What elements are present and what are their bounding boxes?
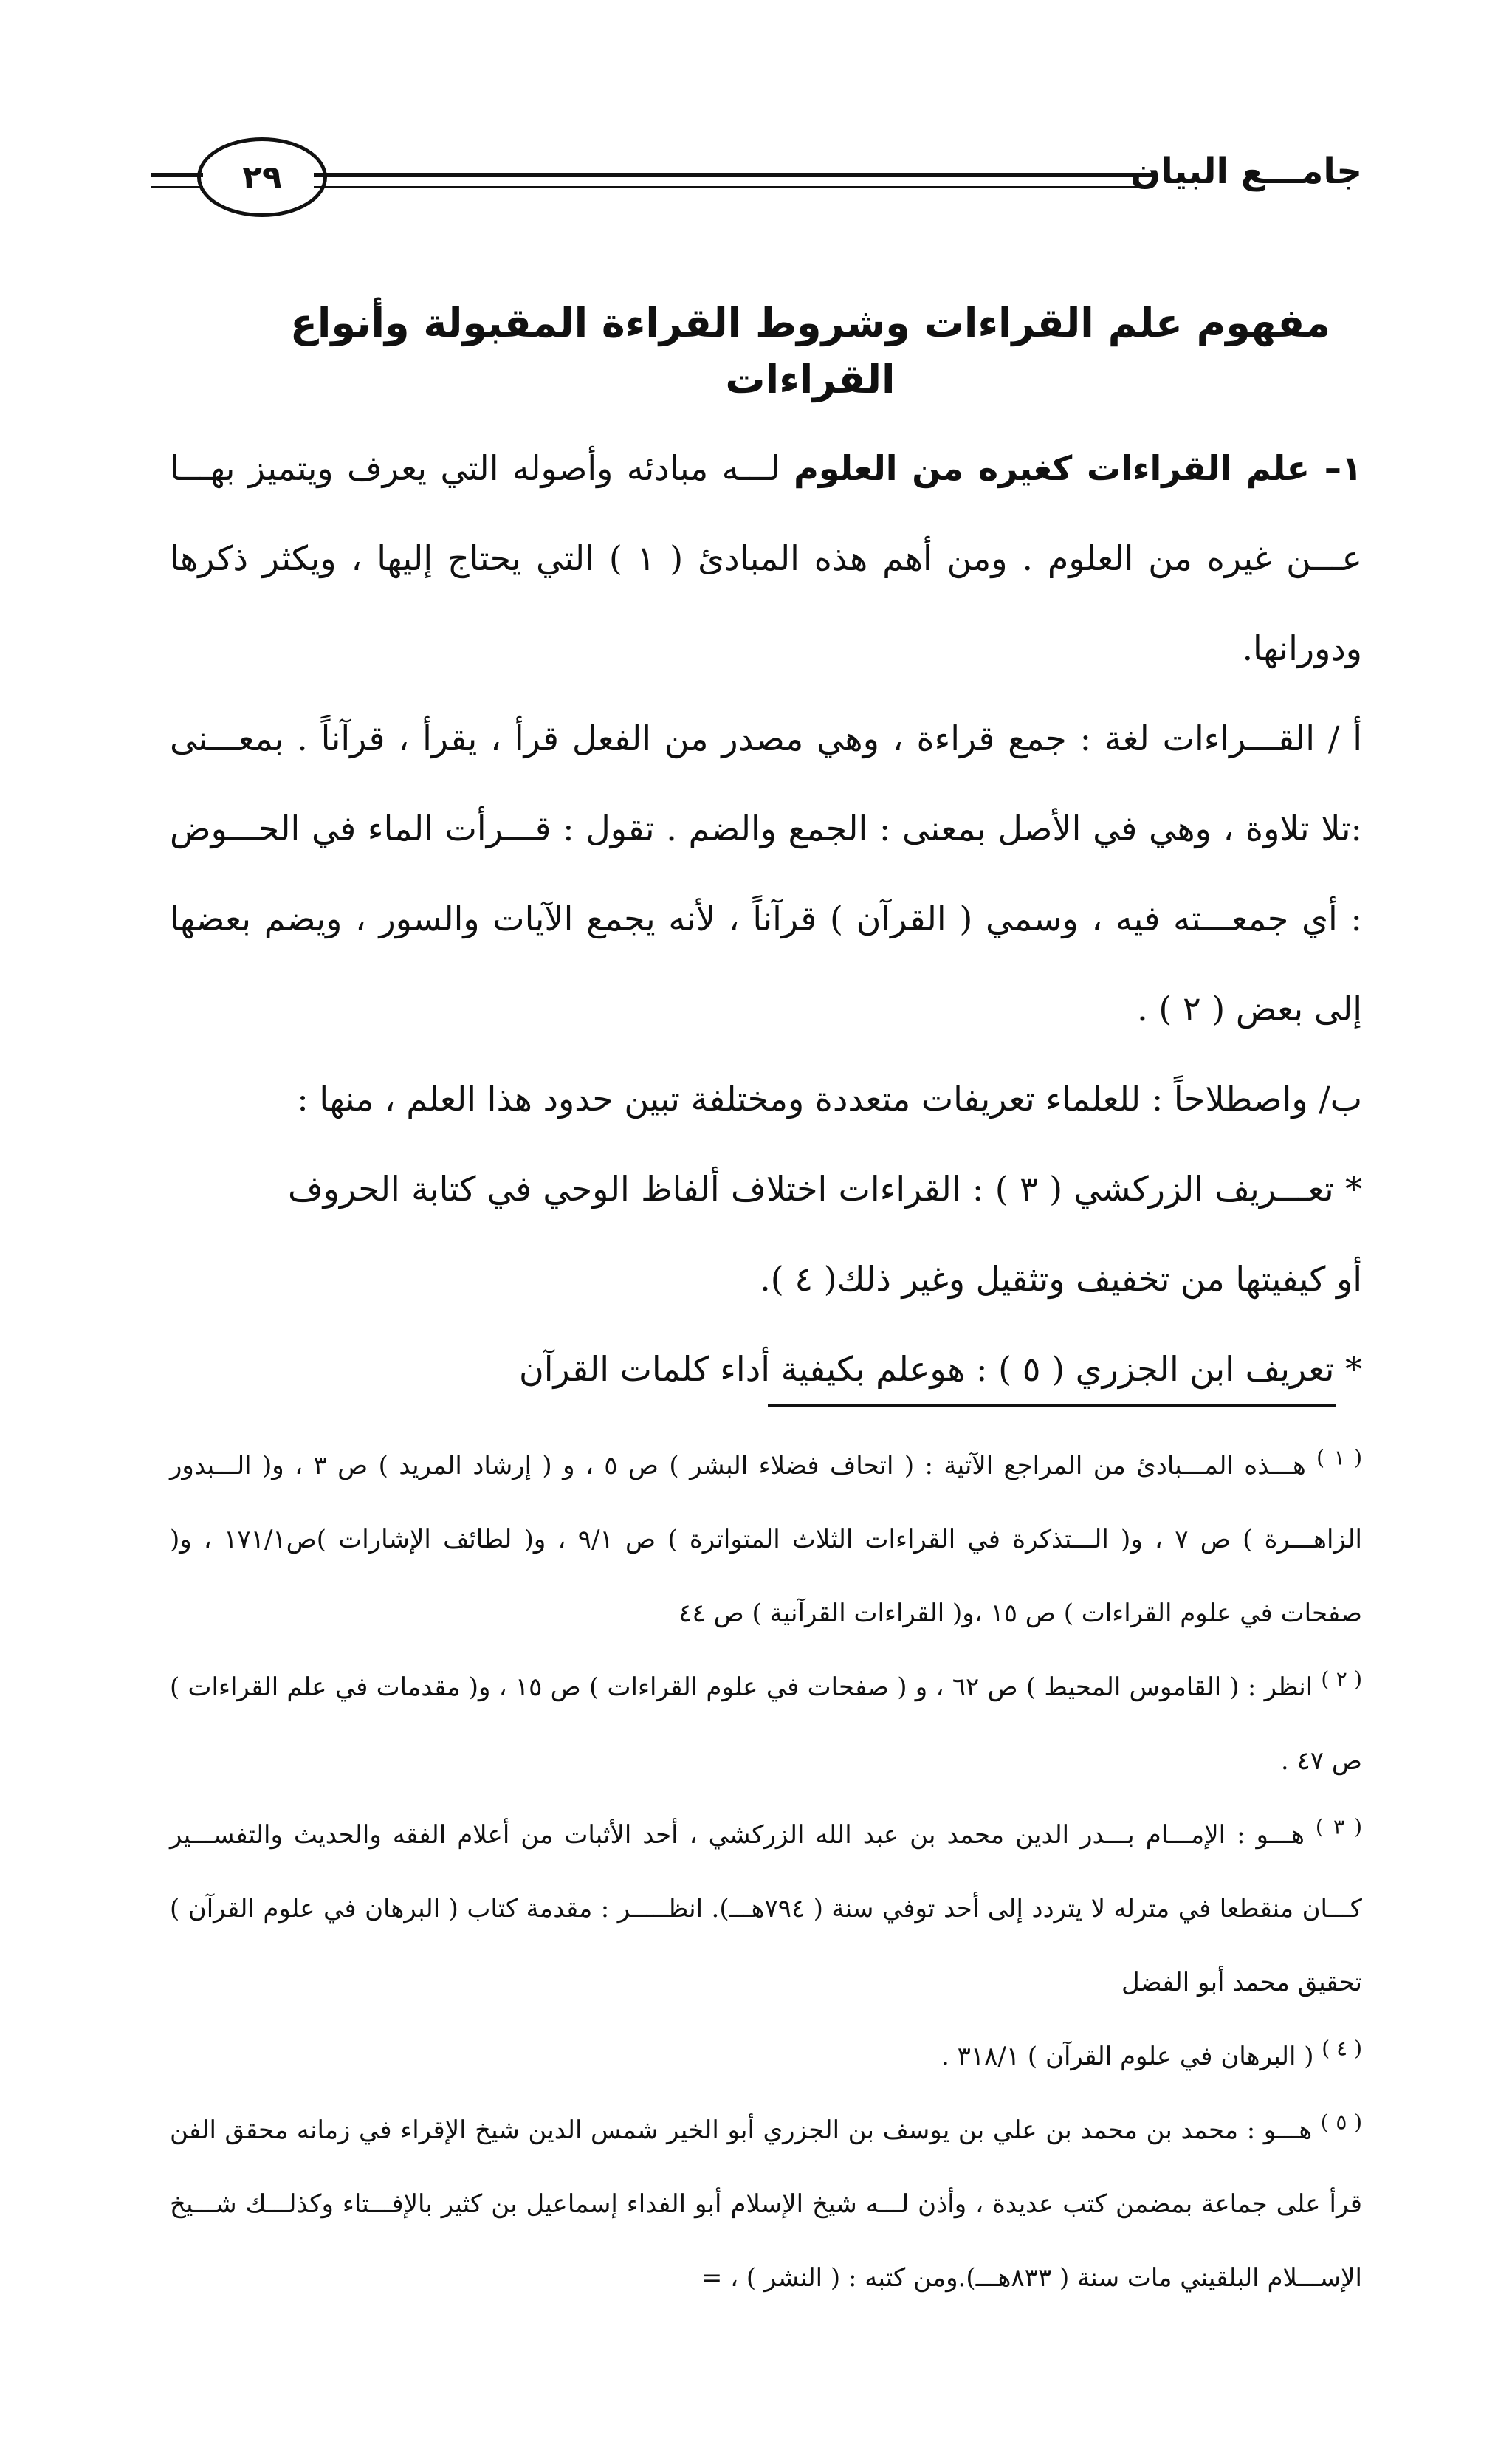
footnote-text: انظر : ( القاموس المحيط ) ص ٦٢ ، و ( صفحات في علوم القراءات ) ص ١٥ ، و( مقدمات في علم القراءات ) ص ٤٧ . bbox=[170, 1672, 1362, 1776]
section-title: مفهوم علم القراءات وشروط القراءة المقبولة وأنواع القراءات bbox=[289, 300, 1331, 402]
footnote-text: هـــو : محمد بن محمد بن علي بن يوسف بن الجزري أبو الخير شمس الدين شيخ الإقراء في زمانه محقق الفن قرأ على جماعة بمضمن كتب عديدة ، وأذن لـــه شيخ الإسلام أبو الفداء إسماعيل بن كثير بالإفـــتاء وكذلـــك شـــيخ الإســـلام البلقيني مات سنة ( ٨٣٣هـــ).ومن كتبه : ( النشر ) ، = bbox=[170, 2115, 1362, 2293]
paragraph-text: * تعـــريف الزركشي ( ٣ ) : القراءات اختلاف ألفاظ الوحي في كتابة الحروف أو كيفيتها من تخفيف وتثقيل وغير ذلك( ٤ ). bbox=[288, 1169, 1363, 1300]
footnote bbox=[170, 1429, 1362, 1650]
footnote-mark: ( ٤ ) bbox=[1322, 2036, 1362, 2061]
paragraph-intro bbox=[170, 423, 1362, 693]
footnote bbox=[170, 1650, 1362, 1798]
paragraph-text: ب/ واصطلاحاً : للعلماء تعريفات متعددة ومختلفة تبين حدود هذا العلم ، منها : bbox=[297, 1079, 1362, 1119]
footnote-text: هـــذه المـــبادئ من المراجع الآتية : ( اتحاف فضلاء البشر ) ص ٥ ، و ( إرشاد المريد ) ص ٣ ، و( الـــبدور الزاهـــرة ) ص ٧ ، و( الـــتذكرة في القراءات الثلاث المتواترة ) ص ٩/١ ، و( لطائف الإشارات )ص١٧١/١ ، و( صفحات في علوم القراءات ) ص ١٥ ،و( القراءات القرآنية ) ص ٤٤ bbox=[170, 1451, 1362, 1628]
header-rule-left-thin bbox=[151, 186, 203, 188]
footnote bbox=[170, 2093, 1362, 2315]
header-rule bbox=[314, 173, 1152, 177]
header-rule-thin bbox=[314, 186, 1152, 188]
footnote-text: هـــو : الإمـــام بـــدر الدين محمد بن عبد الله الزركشي ، أحد الأثبات من أعلام الفقه والحديث والتفســـير كـــان منقطعا في مترله لا يتردد إلى أحد توفي سنة ( ٧٩٤هـــ). انظـــــر : مقدمة كتاب ( البرهان في علوم القرآن ) تحقيق محمد أبو الفضل bbox=[170, 1820, 1362, 1997]
footnote bbox=[170, 1798, 1362, 2019]
running-title: جامـــع البيان bbox=[1130, 151, 1362, 192]
footnote-mark: ( ٢ ) bbox=[1321, 1667, 1362, 1692]
footnote-mark: ( ٣ ) bbox=[1315, 1814, 1363, 1839]
footnote-mark: ( ١ ) bbox=[1316, 1445, 1363, 1470]
footnote-separator bbox=[768, 1404, 1336, 1407]
footnote-text: ( البرهان في علوم القرآن ) ٣١٨/١ . bbox=[941, 2042, 1314, 2071]
main-text bbox=[170, 266, 1362, 1414]
paragraph-lead: ١– علم القراءات كغيره من العلوم bbox=[794, 448, 1362, 489]
footnote-mark: ( ٥ ) bbox=[1320, 2110, 1363, 2135]
paragraph-text: لـــه مبادئه وأصوله التي يعرف ويتميز بهـــا عـــن غيره من العلوم . ومن أهم هذه المبادئ ( ١ ) التي يحتاج إليها ، ويكثر ذكرها ودورانها. bbox=[170, 448, 1362, 669]
paragraph-text: * تعريف ابن الجزري ( ٥ ) : هوعلم بكيفية أداء كلمات القرآن bbox=[519, 1349, 1362, 1390]
page-number: ٢٩ bbox=[197, 137, 327, 217]
paragraph-linguistic-definition bbox=[170, 693, 1362, 1054]
paragraph-text: أ / القـــراءات لغة : جمع قراءة ، وهي مصدر من الفعل قرأ ، يقرأ ، قرآناً . بمعـــنى :تلا تلاوة ، وهي في الأصل بمعنى : الجمع والضم . تقول : قـــرأت الماء في الحـــوض : أي جمعـــته فيه ، وسمي ( القرآن ) قرآناً ، لأنه يجمع الآيات والسور ، ويضم بعضها إلى بعض ( ٢ ) . bbox=[170, 718, 1363, 1029]
paragraph-jazari-definition bbox=[170, 1324, 1362, 1414]
footnote bbox=[170, 2019, 1362, 2093]
footnotes bbox=[170, 1429, 1362, 2315]
paragraph-technical-definition bbox=[170, 1054, 1362, 1144]
paragraph-zarkashi-definition bbox=[170, 1144, 1362, 1324]
header-rule-left bbox=[151, 173, 203, 177]
running-header bbox=[151, 131, 1362, 235]
